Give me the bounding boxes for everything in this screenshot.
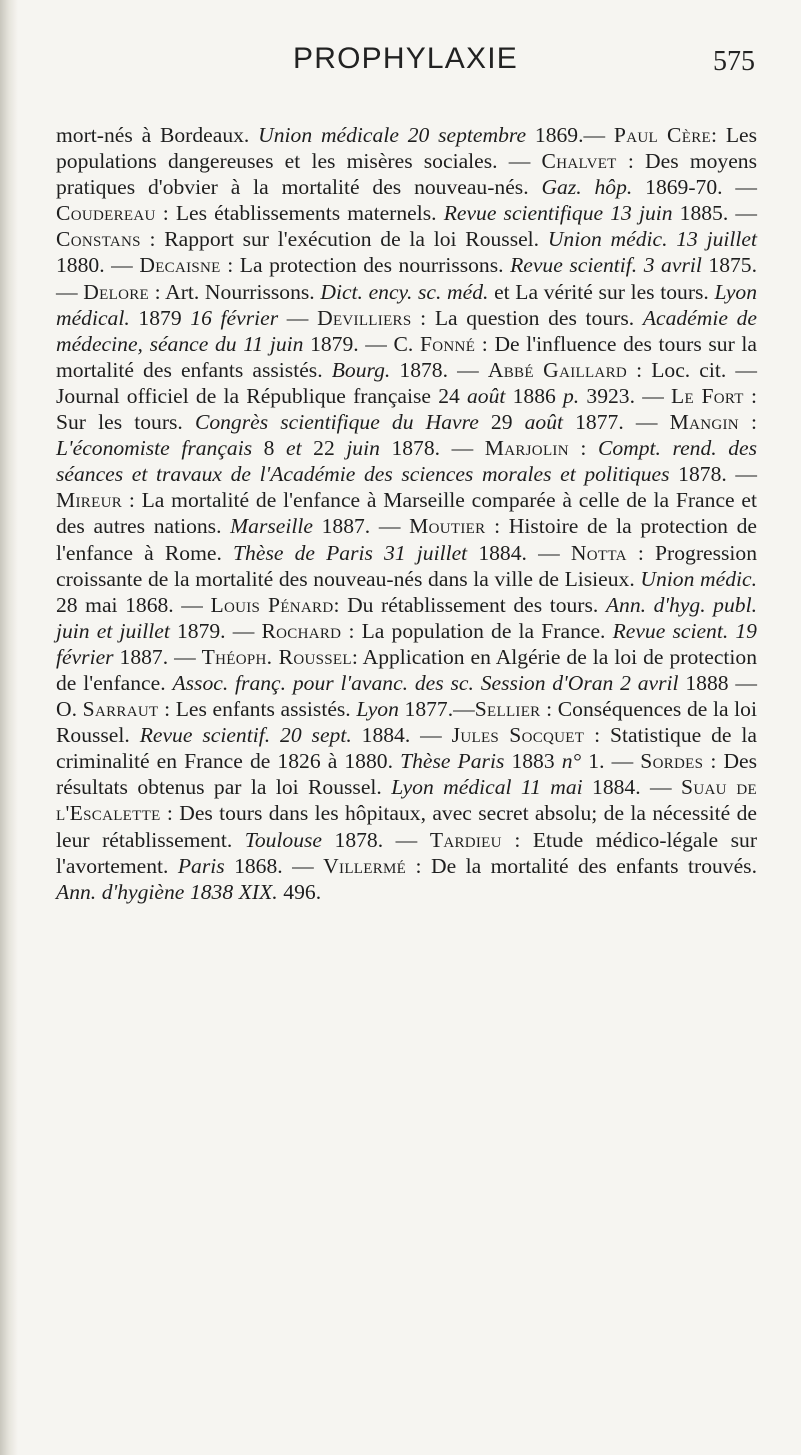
citation-source: Académie de médecine, séance du 11 juin <box>56 305 757 356</box>
citation-source: août <box>467 383 506 408</box>
author-name: Jules Socquet <box>451 723 585 748</box>
text-run: 1. — <box>581 749 641 774</box>
author-name: Notta <box>570 540 627 565</box>
text-run: 1878. — <box>379 436 485 461</box>
running-header <box>56 42 755 88</box>
text-run: : De l'influence des tours sur la mortalité des enfants assistés. <box>56 331 758 382</box>
text-run: 1883 <box>504 749 562 774</box>
citation-source: Lyon médical. <box>56 279 758 330</box>
bibliography-paragraph <box>56 122 757 905</box>
text-run: 1879. — <box>169 618 262 643</box>
citation-source: Union médic. <box>640 566 757 591</box>
author-name: Fonné <box>419 331 476 356</box>
author-name: Sellier <box>474 697 541 722</box>
author-name: Rochard <box>261 618 342 643</box>
citation-source: Lyon médical 11 mai <box>391 775 583 800</box>
citation-source: Paris <box>177 853 225 878</box>
citation-source: Revue scientif. 3 avril <box>510 253 702 278</box>
author-name: Decaisne <box>139 253 221 278</box>
citation-source: Revue scient. 19 février <box>56 618 757 669</box>
text-run: 1885. — <box>672 201 757 226</box>
text-run: : Histoire de la protection de l'enfance à Rome. <box>56 514 757 565</box>
citation-source: Toulouse <box>244 827 322 852</box>
author-name: Théoph. Roussel <box>201 644 352 669</box>
citation-source: Compt. rend. des séances et travaux de l'Académie des sciences morales et politiques <box>56 436 758 487</box>
citation-source: Revue scientifique 13 juin <box>443 201 673 226</box>
author-name: Chalvet <box>541 149 617 174</box>
text-run: : Des moyens pratiques d'obvier à la mortalité des nouveau-nés. <box>56 149 757 200</box>
text-run: : Les enfants assistés. <box>158 697 357 722</box>
text-run: 1880. — <box>56 253 140 278</box>
text-run: 1868. — <box>224 853 324 878</box>
citation-source: Union médic. 13 juillet <box>547 227 757 252</box>
author-name: Delore <box>83 279 149 304</box>
author-name: Mangin <box>669 410 739 435</box>
text-run: 22 <box>301 436 347 461</box>
text-run: 1869-70. — <box>632 175 757 200</box>
citation-source: Dict. ency. sc. méd. <box>320 279 489 304</box>
text-run: 1884. — <box>582 775 682 800</box>
text-run: : Statistique de la criminalité en France de 1826 à 1880. <box>56 723 758 774</box>
author-name: Paul Cère <box>613 123 711 147</box>
author-name: Sarraut <box>82 697 159 722</box>
text-run: 1887. — <box>312 514 410 539</box>
text-run: 1886 <box>505 383 563 408</box>
citation-source: Lyon <box>356 697 399 722</box>
citation-source: Ann. d'hyg. publ. juin et juillet <box>56 592 757 643</box>
page-gutter-shadow <box>0 0 18 1455</box>
text-run: : Application en Algérie de la loi de protection de l'enfance. <box>56 644 757 695</box>
text-run: : La question des tours. <box>411 305 643 330</box>
text-run: 1869.— <box>526 123 614 147</box>
citation-source: 16 février <box>190 305 279 330</box>
text-run: 1884. — <box>467 540 571 565</box>
text-run: 1879 <box>129 305 191 330</box>
text-run: 1877. — <box>563 410 670 435</box>
text-run: : La protection des nourrissons. <box>220 253 511 278</box>
text-run: : La population de la France. <box>341 618 613 643</box>
text-run: 3923. — <box>579 383 671 408</box>
page-number: 575 <box>713 46 755 77</box>
text-run: 1878. — <box>669 462 757 487</box>
author-name: Abbé Gaillard <box>487 357 628 382</box>
text-run: 496. <box>277 879 322 904</box>
author-name: Devilliers <box>317 305 412 330</box>
text-run: : Conséquences de la loi Roussel. <box>56 697 757 748</box>
citation-source: et <box>286 436 302 461</box>
author-name: Tardieu <box>429 827 502 852</box>
text-run: : <box>568 436 598 461</box>
citation-source: Revue scientif. 20 sept. <box>139 723 352 748</box>
text-run: : De la mortalité des enfants trouvés. <box>406 853 757 878</box>
citation-source: juin <box>346 436 380 461</box>
text-run: mort-nés à Bordeaux. <box>56 123 259 147</box>
citation-source: août <box>524 410 564 435</box>
citation-source: p. <box>563 383 580 408</box>
text-run: : Rapport sur l'exécution de la loi Roussel. <box>140 227 548 252</box>
text-run: : Etude médico-légale sur l'avortement. <box>56 827 758 878</box>
text-run: 28 mai 1868. — <box>56 592 211 617</box>
author-name: Sordes <box>640 749 704 774</box>
citation-source: n° <box>561 749 582 774</box>
text-run: 1888 — O. <box>56 670 757 722</box>
text-run: : Les établissements maternels. <box>155 201 444 226</box>
citation-source: Thèse de Paris 31 juillet <box>233 540 468 565</box>
bibliography-text <box>56 122 757 905</box>
text-run: 1875. — <box>56 253 757 304</box>
text-run: et La vérité sur les tours. <box>488 279 715 304</box>
text-run: : Du rétablissement des tours. <box>333 592 606 617</box>
citation-source: L'économiste français <box>56 436 253 461</box>
page-title: PROPHYLAXIE <box>293 42 518 75</box>
citation-source: Ann. d'hygiène 1838 XIX. <box>56 879 278 904</box>
text-run: 1878. — <box>390 357 488 382</box>
text-run: 1884. — <box>351 723 452 748</box>
text-run: : Des tours dans les hôpitaux, avec secret absolu; de la nécessité de leur rétablissement. <box>56 801 757 852</box>
text-run: — <box>278 305 318 330</box>
author-name: Moutier <box>409 514 486 539</box>
author-name: Constans <box>56 227 141 252</box>
text-run: 1878. — <box>322 827 430 852</box>
author-name: Louis Pénard <box>210 592 334 617</box>
citation-source: Assoc. franç. pour l'avanc. des sc. Session d'Oran 2 avril <box>172 670 679 695</box>
citation-source: Congrès scientifique du Havre <box>194 410 479 435</box>
author-name: Le Fort <box>671 383 744 408</box>
text-run: : Sur les tours. <box>56 383 757 435</box>
text-run: : Des résultats obtenus par la loi Roussel. <box>56 749 758 800</box>
citation-source: Marseille <box>230 514 313 539</box>
author-name: Mireur <box>56 488 123 513</box>
text-run: : Loc. cit. — Journal officiel de la République française 24 <box>56 357 757 408</box>
author-name: Coudereau <box>56 201 156 226</box>
text-run: 8 <box>252 436 287 461</box>
author-name: Suau de l'Escalette <box>56 775 758 826</box>
author-name: Marjolin <box>484 436 569 461</box>
text-run: 1879. — C. <box>303 331 420 356</box>
text-run: 1887. — <box>113 644 202 669</box>
text-run: : La mortalité de l'enfance à Marseille comparée à celle de la France et des autres nations. <box>56 488 757 539</box>
citation-source: Gaz. hôp. <box>541 175 633 200</box>
author-name: Villermé <box>323 853 407 878</box>
citation-source: Union médicale 20 septembre <box>258 123 527 147</box>
text-run: : Les populations dangereuses et les misères sociales. — <box>56 123 757 174</box>
citation-source: Bourg. <box>331 357 391 382</box>
text-run: : Progression croissante de la mortalité des nouveau-nés dans la ville de Lisieux. <box>56 540 757 591</box>
text-run: 29 <box>478 410 525 435</box>
citation-source: Thèse Paris <box>400 749 505 774</box>
text-run: : <box>738 410 758 435</box>
text-run: : Art. Nourrissons. <box>148 279 321 304</box>
text-run: 1877.— <box>398 697 475 722</box>
